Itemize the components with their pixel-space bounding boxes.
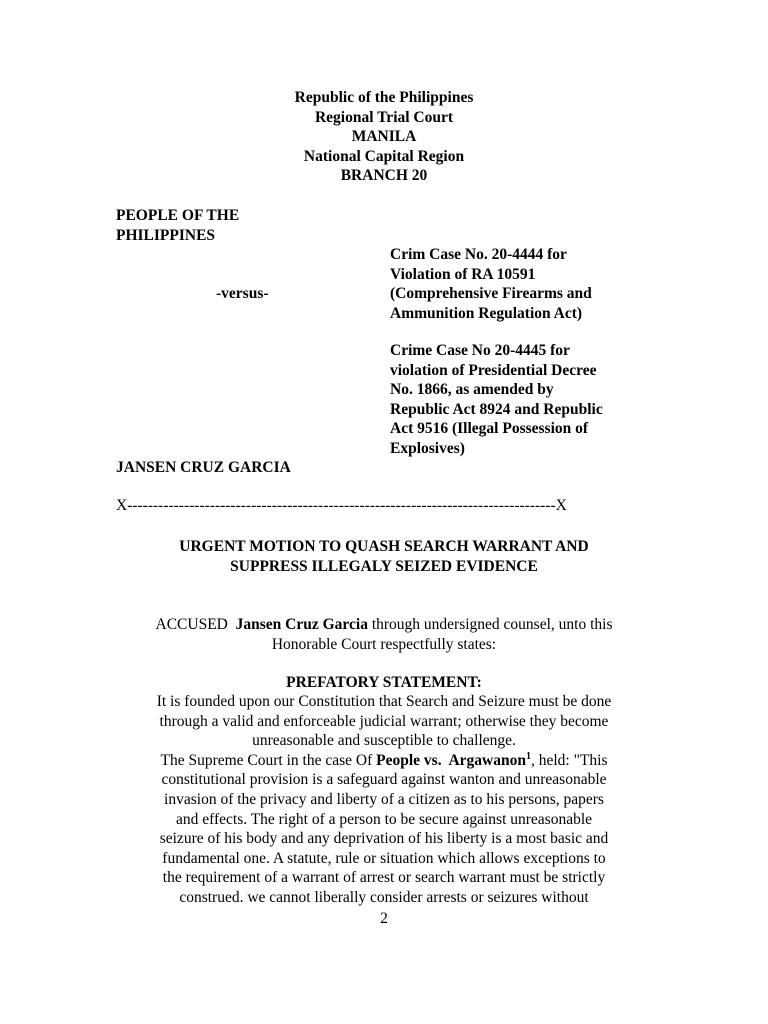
- plaintiff-name: [116, 206, 316, 245]
- case-citation: People vs. Argawanon: [376, 751, 526, 769]
- header-region: National Capital Region: [303, 147, 465, 165]
- page-number: 2: [380, 910, 388, 927]
- motion-title-line: URGENT MOTION TO QUASH SEARCH WARRANT AND: [179, 538, 589, 555]
- case-line: Republic Act 8924 and Republic: [390, 400, 603, 418]
- body-line: and effects. The right of a person to be secure against unreasonable: [175, 810, 593, 828]
- body-line-suffix: , held: "This: [530, 751, 608, 769]
- case-block-1: [390, 245, 655, 323]
- intro-line-1: [0, 615, 768, 635]
- body-line: It is founded upon our Constitution that Search and Seizure must be done: [156, 693, 612, 710]
- header-city: MANILA: [351, 128, 417, 146]
- court-header: [0, 88, 768, 186]
- case-line: Explosives): [390, 439, 465, 457]
- case-block-2: [390, 341, 655, 459]
- case-line: violation of Presidential Decree: [390, 361, 597, 379]
- case-line: No. 1866, as amended by: [390, 381, 554, 399]
- body-line: seizure of his body and any deprivation of his liberty is a most basic and: [159, 830, 609, 848]
- intro-accused-name: Jansen Cruz Garcia: [235, 616, 368, 633]
- caption-divider: X-----------------------------------------------------------------------------------X: [116, 497, 567, 514]
- body-line: fundamental one. A statute, rule or situation which allows exceptions to: [162, 849, 606, 867]
- intro-paragraph: [0, 615, 768, 654]
- body-line: through a valid and enforceable judicial warrant; otherwise they become: [159, 712, 609, 730]
- body-line: unreasonable and susceptible to challenge.: [252, 732, 516, 750]
- case-line: Ammunition Regulation Act): [390, 304, 583, 322]
- plaintiff-line: PEOPLE OF THE: [116, 207, 240, 224]
- intro-prefix: ACCUSED: [155, 616, 236, 633]
- prefatory-body: [0, 692, 768, 908]
- case-line: Violation of RA 10591: [390, 265, 536, 283]
- accused-name: JANSEN CRUZ GARCIA: [116, 459, 291, 476]
- intro-line-2: Honorable Court respectfully states:: [271, 635, 497, 653]
- body-line: constitutional provision is a safeguard against wanton and unreasonable: [161, 771, 607, 789]
- body-line: construed. we cannot liberally consider arrests or seizures without: [179, 888, 589, 906]
- header-court: Regional Trial Court: [314, 108, 454, 126]
- header-branch: BRANCH 20: [340, 167, 428, 185]
- header-republic: Republic of the Philippines: [294, 89, 474, 106]
- case-line: (Comprehensive Firearms and: [390, 285, 592, 303]
- body-line: [0, 751, 768, 771]
- motion-title: [0, 537, 768, 576]
- case-line: Crime Case No 20-4445 for: [390, 342, 570, 359]
- intro-suffix: through undersigned counsel, unto this: [367, 616, 613, 633]
- body-line: invasion of the privacy and liberty of a citizen as to his persons, papers: [164, 790, 604, 808]
- versus-label: -versus-: [216, 285, 269, 302]
- motion-title-line: SUPPRESS ILLEGALY SEIZED EVIDENCE: [230, 557, 538, 575]
- case-line: Crim Case No. 20-4444 for: [390, 246, 567, 263]
- footnote-marker[interactable]: 1: [525, 750, 531, 762]
- body-line: the requirement of a warrant of arrest or search warrant must be strictly: [162, 869, 606, 887]
- prefatory-heading: PREFATORY STATEMENT:: [286, 674, 482, 691]
- body-line-prefix: The Supreme Court in the case Of: [160, 751, 377, 769]
- case-line: Act 9516 (Illegal Possession of: [390, 420, 589, 438]
- plaintiff-line: PHILIPPINES: [116, 226, 216, 244]
